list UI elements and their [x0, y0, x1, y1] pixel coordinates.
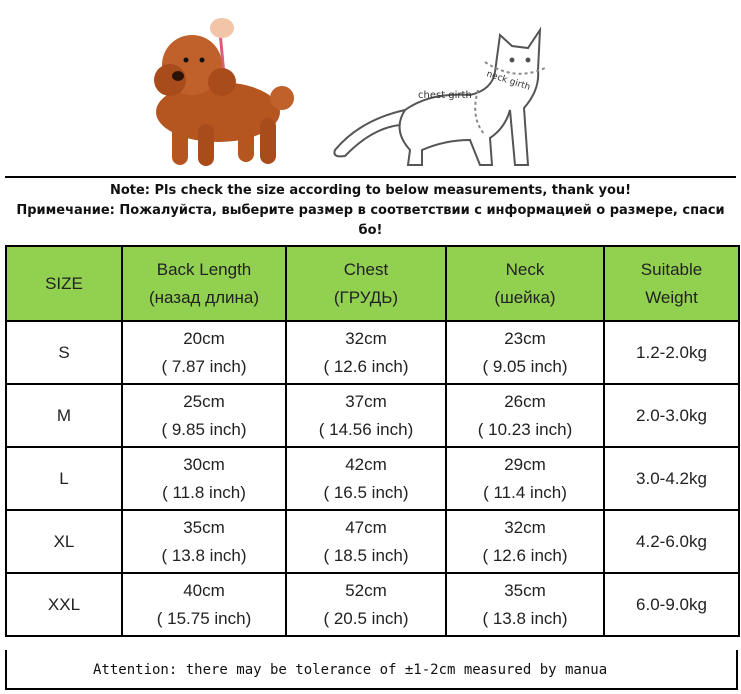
header-size: SIZE [6, 246, 122, 321]
weight-cell: 6.0-9.0kg [604, 573, 739, 636]
table-row [6, 573, 739, 636]
chest-cell: 42cm ( 16.5 inch) [286, 447, 446, 510]
back-cell: 25cm ( 9.85 inch) [122, 384, 286, 447]
neck-cell: 32cm ( 12.6 inch) [446, 510, 604, 573]
size-cell: XL [6, 510, 122, 573]
poodle-dog-image [154, 18, 294, 166]
back-cell: 40cm ( 15.75 inch) [122, 573, 286, 636]
note-box [5, 176, 736, 244]
header-weight: Suitable Weight [604, 246, 739, 321]
attention-note: Attention: there may be tolerance of ±1-2cm measured by manua [5, 650, 738, 690]
illustration-panel [0, 0, 741, 176]
chest-girth-label: chest girth [418, 90, 472, 101]
table-row [6, 321, 739, 384]
back-cell: 30cm ( 11.8 inch) [122, 447, 286, 510]
chest-cell: 47cm ( 18.5 inch) [286, 510, 446, 573]
neck-cell: 26cm ( 10.23 inch) [446, 384, 604, 447]
back-cell: 20cm ( 7.87 inch) [122, 321, 286, 384]
neck-girth-label: neck girth [485, 69, 532, 93]
table-header-row [6, 246, 739, 321]
back-cell: 35cm ( 13.8 inch) [122, 510, 286, 573]
weight-cell: 2.0-3.0kg [604, 384, 739, 447]
chest-cell: 37cm ( 14.56 inch) [286, 384, 446, 447]
weight-cell: 4.2-6.0kg [604, 510, 739, 573]
table-row [6, 447, 739, 510]
table-row [6, 510, 739, 573]
size-cell: L [6, 447, 122, 510]
chest-cell: 32cm ( 12.6 inch) [286, 321, 446, 384]
neck-cell: 23cm ( 9.05 inch) [446, 321, 604, 384]
chest-cell: 52cm ( 20.5 inch) [286, 573, 446, 636]
neck-cell: 35cm ( 13.8 inch) [446, 573, 604, 636]
size-cell: XXL [6, 573, 122, 636]
header-neck: Neck (шейка) [446, 246, 604, 321]
note-english: Note: Pls check the size according to below measurements, thank you! [109, 183, 632, 198]
note-russian: Примечание: Пожалуйста, выберите размер в соответствии с информацией о размере, спаси бо! [16, 203, 725, 238]
weight-cell: 1.2-2.0kg [604, 321, 739, 384]
weight-cell: 3.0-4.2kg [604, 447, 739, 510]
size-cell: M [6, 384, 122, 447]
table-row [6, 384, 739, 447]
size-cell: S [6, 321, 122, 384]
header-chest: Chest (ГРУДЬ) [286, 246, 446, 321]
neck-cell: 29cm ( 11.4 inch) [446, 447, 604, 510]
size-table [5, 245, 740, 637]
header-back-length: Back Length (назад длина) [122, 246, 286, 321]
